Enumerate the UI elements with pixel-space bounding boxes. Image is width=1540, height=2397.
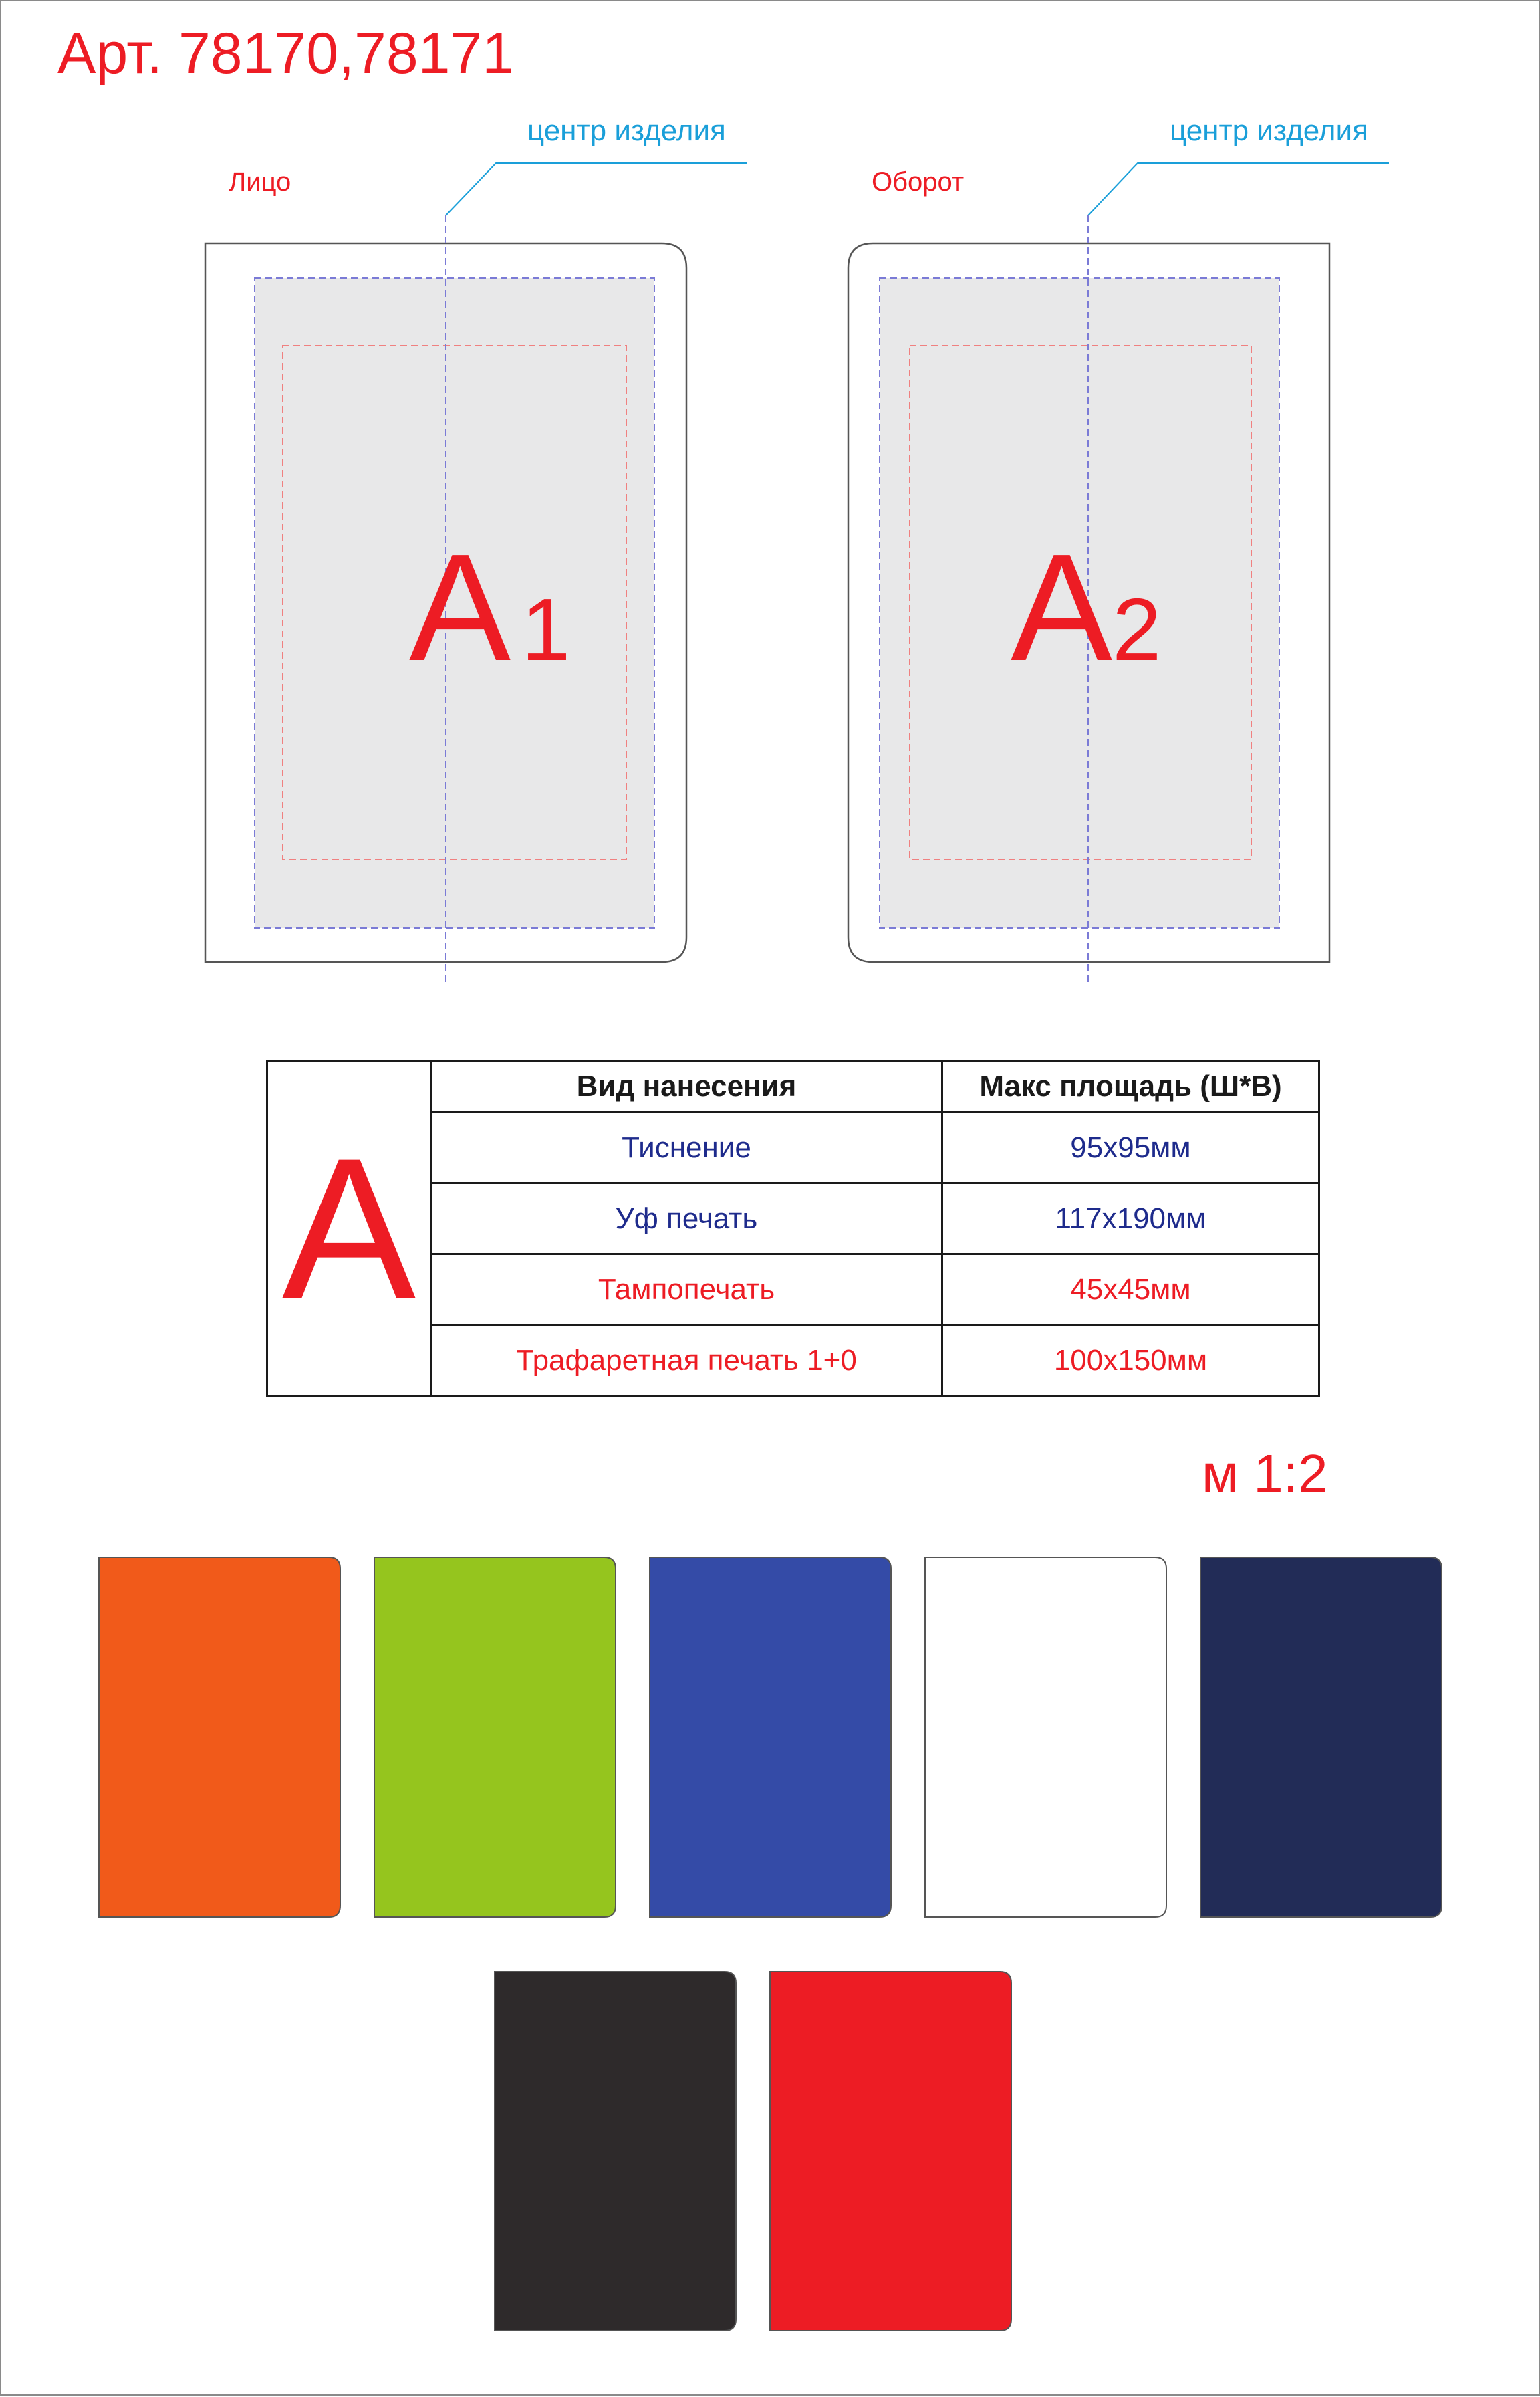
back-center-label: центр изделия: [1170, 114, 1368, 147]
color-swatch-white: [925, 1557, 1166, 1917]
article-title: Арт. 78170,78171: [57, 21, 515, 86]
color-swatch-blue: [650, 1557, 891, 1917]
area-cell: 95x95мм: [942, 1113, 1319, 1183]
header-max-area: Макс площадь (Ш*В): [942, 1061, 1319, 1113]
method-cell: Уф печать: [431, 1183, 942, 1254]
table-zone-letter: A: [267, 1061, 431, 1396]
back-view-label: Оборот: [872, 167, 965, 197]
back-zone-index: 2: [1112, 580, 1162, 679]
application-methods-table: [266, 1060, 1320, 1397]
color-swatch-black: [495, 1972, 736, 2331]
front-zone-letter: A: [409, 523, 511, 693]
back-view: [848, 114, 1389, 986]
color-swatch-green: [374, 1557, 616, 1917]
area-cell: 100x150мм: [942, 1325, 1319, 1396]
area-cell: 45x45мм: [942, 1254, 1319, 1325]
color-swatch-red: [770, 1972, 1011, 2331]
scale-label: м 1:2: [1202, 1444, 1328, 1503]
method-cell: Тиснение: [431, 1113, 942, 1183]
color-swatch-orange: [99, 1557, 340, 1917]
header-method: Вид нанесения: [431, 1061, 942, 1113]
color-swatches: [99, 1557, 1442, 2331]
front-view-label: Лицо: [229, 167, 291, 197]
method-cell: Трафаретная печать 1+0: [431, 1325, 942, 1396]
back-center-leader: [1088, 163, 1389, 215]
front-center-leader: [446, 163, 747, 215]
method-cell: Тампопечать: [431, 1254, 942, 1325]
back-zone-letter: A: [1011, 523, 1113, 693]
area-cell: 117x190мм: [942, 1183, 1319, 1254]
table-header-row: [267, 1061, 1319, 1113]
front-center-label: центр изделия: [527, 114, 726, 147]
front-view: [205, 114, 747, 986]
front-zone-index: 1: [521, 580, 571, 679]
color-swatch-navy: [1200, 1557, 1442, 1917]
